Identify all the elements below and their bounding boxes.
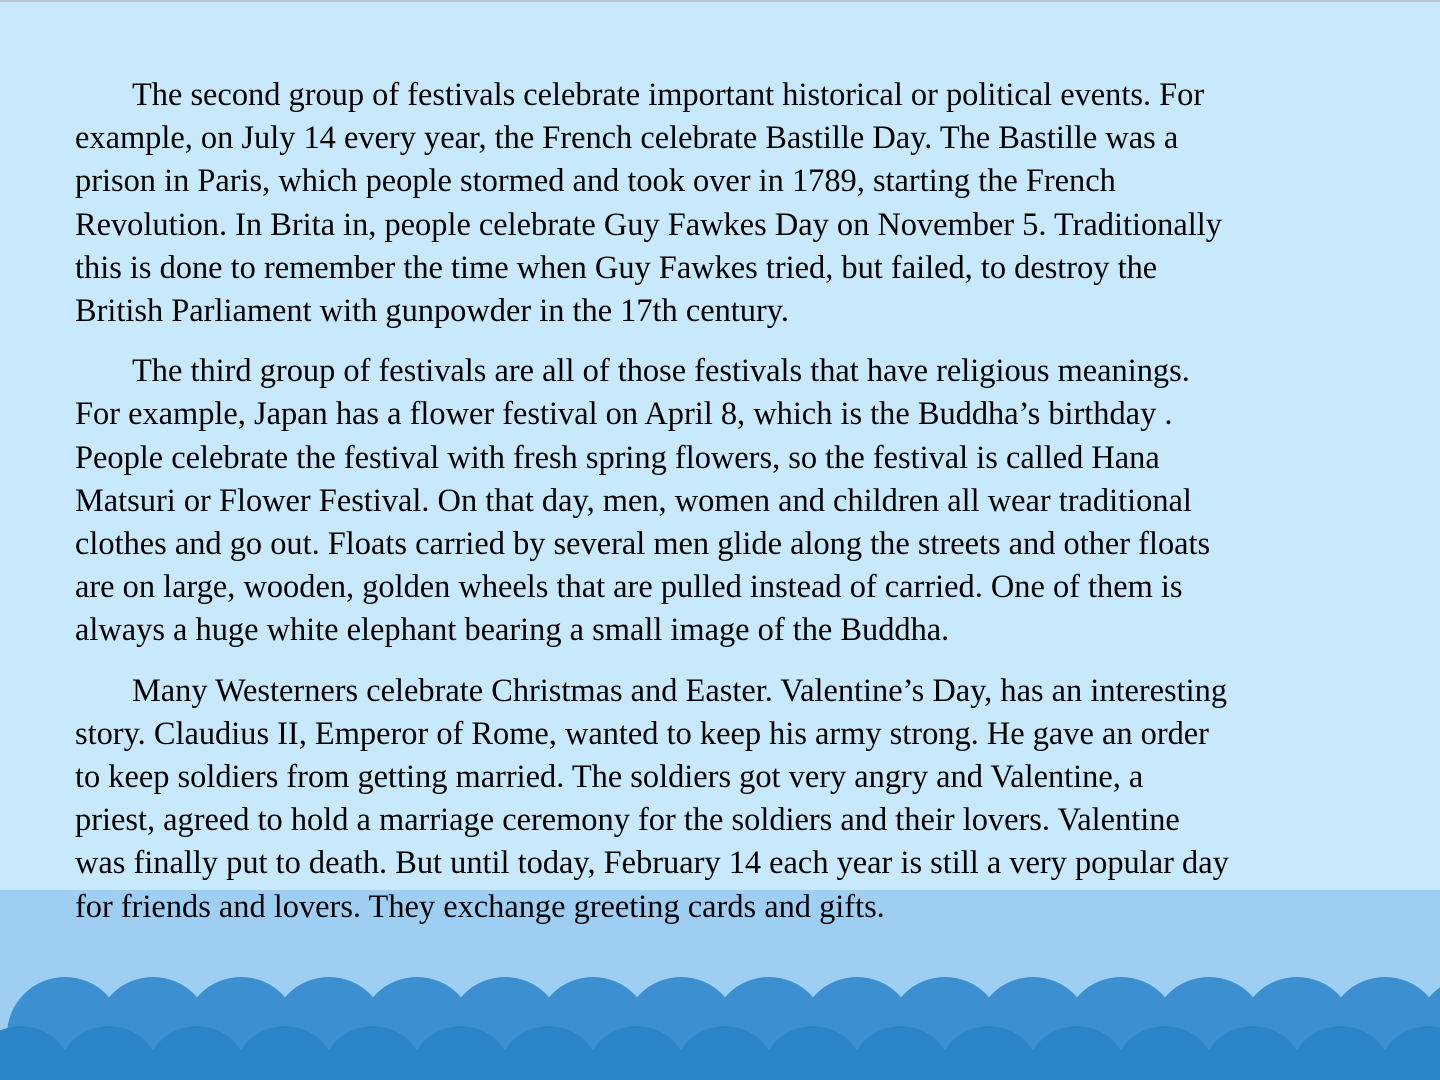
paragraph-historical-festivals: [75, 74, 1365, 333]
top-border-line: [0, 0, 1440, 2]
text-line: this is done to remember the time when Guy Fawkes tried, but failed, to destroy the: [75, 249, 1158, 286]
text-line: The third group of festivals are all of those festivals that have religious meanings.: [132, 353, 1190, 390]
text-line: always a huge white elephant bearing a small image of the Buddha.: [75, 612, 950, 649]
text-line: prison in Paris, which people stormed and took over in 1789, starting the French: [75, 163, 1116, 200]
text-line: People celebrate the festival with fresh spring flowers, so the festival is called Hana: [75, 439, 1160, 476]
paragraph-western-festivals: [75, 670, 1365, 929]
text-line: are on large, wooden, golden wheels that are pulled instead of carried. One of them is: [75, 569, 1183, 606]
text-line: Many Westerners celebrate Christmas and Easter. Valentine’s Day, has an interesting: [132, 672, 1228, 709]
text-line: Matsuri or Flower Festival. On that day, men, women and children all wear traditional: [75, 482, 1192, 519]
scallop-wave-decoration: [0, 960, 1440, 1080]
text-line: For example, Japan has a flower festival on April 8, which is the Buddha’s birthday .: [75, 396, 1173, 433]
text-line: for friends and lovers. They exchange greeting cards and gifts.: [75, 888, 885, 925]
paragraph-religious-festivals: [75, 350, 1365, 652]
text-line: example, on July 14 every year, the French celebrate Bastille Day. The Bastille was a: [75, 120, 1179, 157]
text-line: British Parliament with gunpowder in the 17th century.: [75, 293, 789, 330]
text-line: Revolution. In Brita in, people celebrate Guy Fawkes Day on November 5. Traditionally: [75, 206, 1222, 243]
text-line: story. Claudius II, Emperor of Rome, wanted to keep his army strong. He gave an order: [75, 715, 1209, 752]
text-line: priest, agreed to hold a marriage ceremony for the soldiers and their lovers. Valentine: [75, 802, 1180, 839]
text-line: clothes and go out. Floats carried by several men glide along the streets and other floats: [75, 526, 1211, 563]
text-line: to keep soldiers from getting married. The soldiers got very angry and Valentine, a: [75, 759, 1144, 796]
body-text: [75, 74, 1365, 946]
text-line: was finally put to death. But until today, February 14 each year is still a very popular day: [75, 845, 1229, 882]
text-line: The second group of festivals celebrate important historical or political events. For: [132, 77, 1205, 113]
